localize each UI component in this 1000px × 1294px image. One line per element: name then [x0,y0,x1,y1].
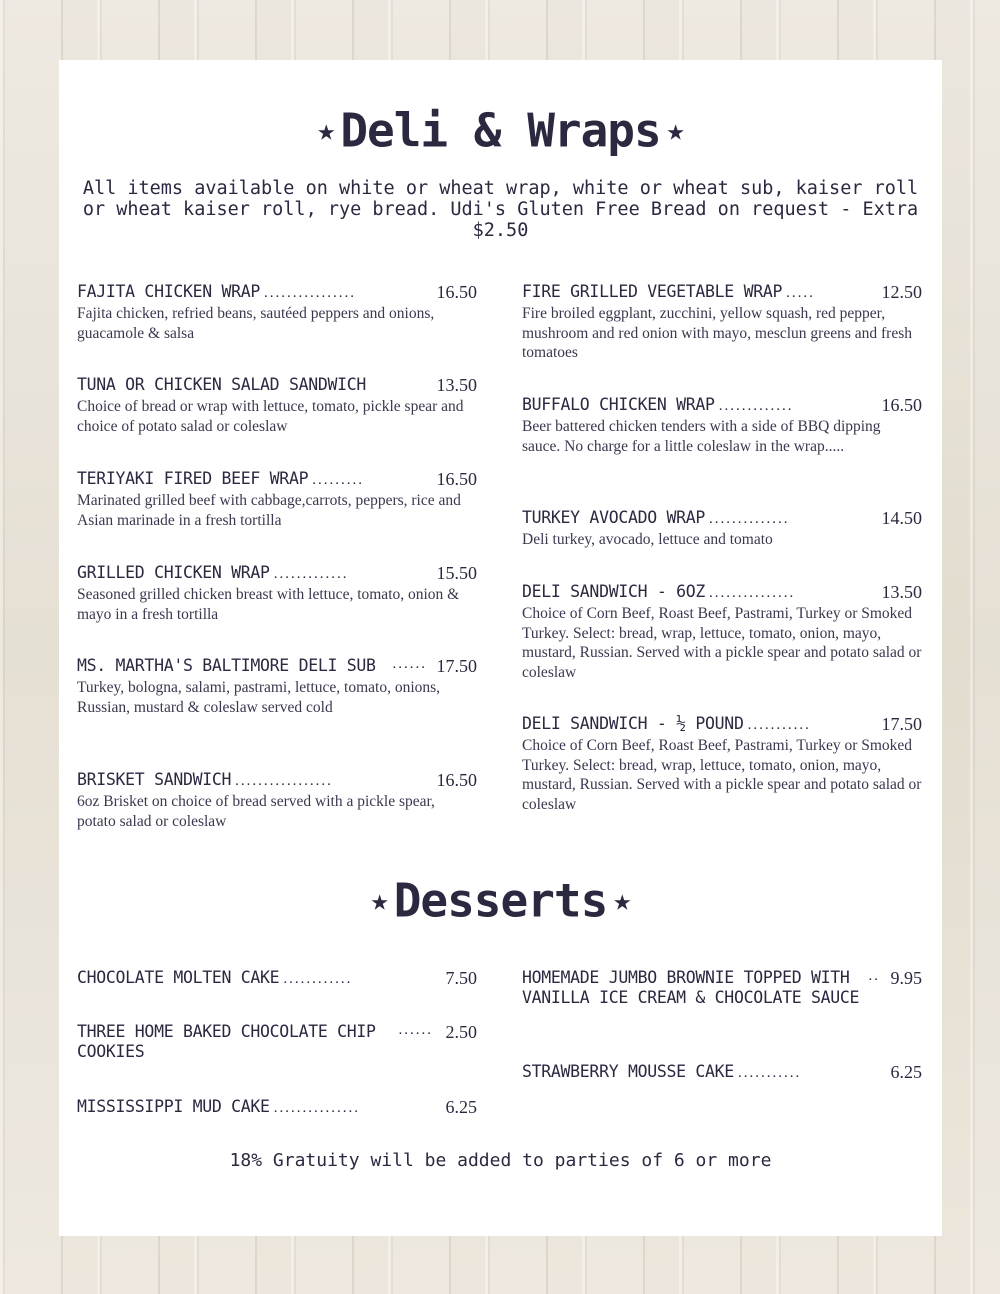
item-description: Turkey, bologna, salami, pastrami, lettuce, tomato, onions, Russian, mustard & coleslaw served cold [77,679,441,716]
item-name: GRILLED CHICKEN WRAP [77,563,270,582]
menu-item [77,968,477,988]
item-price: 9.95 [890,968,922,988]
item-description: Fajita chicken, refried beans, sautéed peppers and onions, guacamole & salsa [77,305,435,342]
item-name: FAJITA CHICKEN WRAP [77,282,261,301]
item-price: 13.50 [436,375,477,395]
item-description: Marinated grilled beef with cabbage,carrots, peppers, rice and Asian marinade in a fresh tortilla [77,492,461,529]
item-price: 6.25 [890,1062,922,1082]
dot-leader: .. [868,968,880,984]
item-description: Beer battered chicken tenders with a side of BBQ dipping sauce. No charge for a little coleslaw in the wrap..... [522,418,881,455]
menu-item [77,1097,477,1117]
item-name: TUNA OR CHICKEN SALAD SANDWICH [77,375,367,394]
item-price: 16.50 [436,770,477,790]
item-description: Deli turkey, avocado, lettuce and tomato [522,531,773,548]
item-name: MISSISSIPPI MUD CAKE [77,1097,270,1116]
deli-section-title: Deli & Wraps [340,103,661,158]
menu-item [77,770,477,831]
item-description: Fire broiled eggplant, zucchini, yellow squash, red pepper, mushroom and red onion with mayo, mesclun greens and fresh tomatoes [522,305,912,361]
item-name: BRISKET SANDWICH [77,770,232,789]
item-description: 6oz Brisket on choice of bread served with a pickle spear, potato salad or coleslaw [77,793,435,830]
dot-leader: ............... [273,1100,360,1116]
menu-item [522,714,922,814]
menu-item [522,582,922,682]
menu-item [77,282,477,343]
desserts-section-title: Desserts [393,873,608,928]
item-name: FIRE GRILLED VEGETABLE WRAP [522,282,783,301]
item-price: 7.50 [445,968,477,988]
item-name: BUFFALO CHICKEN WRAP [522,395,715,414]
bread-options-note: All items available on white or wheat wrap, white or wheat sub, kaiser roll or wheat kaiser roll, rye bread. Udi's Gluten Free Bread on request - Extra $2.50 [82,178,919,241]
item-price: 13.50 [881,582,922,602]
dot-leader: ............ [283,971,353,987]
menu-item [77,656,477,717]
menu-item [522,395,922,456]
menu-item [522,282,922,363]
dot-leader: ............. [273,566,349,582]
item-name: TURKEY AVOCADO WRAP [522,508,706,527]
item-description: Choice of Corn Beef, Roast Beef, Pastrami, Turkey or Smoked Turkey. Select: bread, wrap, lettuce, tomato, onion, mayo, mustard, Russian. Served with a pickle spear and potato salad or coleslaw [522,737,922,813]
item-price: 12.50 [881,282,922,302]
dot-leader: ........... [747,717,811,733]
star-icon: ★ [370,883,388,918]
item-name: CHOCOLATE MOLTEN CAKE [77,968,280,987]
item-name: TERIYAKI FIRED BEEF WRAP [77,469,309,488]
dot-leader: ............. [718,398,794,414]
item-name: THREE HOME BAKED CHOCOLATE CHIP COOKIES [77,1022,376,1061]
desserts-section-heading [59,870,942,928]
item-price: 16.50 [436,469,477,489]
star-icon: ★ [666,113,684,148]
item-description: Choice of Corn Beef, Roast Beef, Pastrami, Turkey or Smoked Turkey. Select: bread, wrap, lettuce, tomato, onion, mayo, mustard, Russian. Served with a pickle spear and potato salad or coleslaw [522,605,922,681]
item-price: 17.50 [436,656,477,676]
item-price: 16.50 [436,282,477,302]
dot-leader: ............... [709,585,796,601]
item-price: 2.50 [445,1022,477,1042]
gratuity-note: 18% Gratuity will be added to parties of 6 or more [229,1150,772,1171]
item-name: STRAWBERRY MOUSSE CAKE [522,1062,734,1081]
deli-section-heading [59,100,942,158]
menu-item [522,508,922,550]
star-icon: ★ [317,113,335,148]
item-price: 14.50 [881,508,922,528]
item-name: HOMEMADE JUMBO BROWNIE TOPPED WITH VANILLA ICE CREAM & CHOCOLATE SAUCE [522,968,860,1007]
dot-leader: .............. [709,511,790,527]
menu-item [77,1022,477,1062]
dot-leader: ................ [264,285,357,301]
dot-leader: ..... [786,285,815,301]
dot-leader: ........... [737,1065,802,1081]
item-price: 6.25 [445,1097,477,1117]
dot-leader: ......... [312,472,364,488]
item-description: Seasoned grilled chicken breast with lettuce, tomato, onion & mayo in a fresh tortilla [77,586,460,623]
item-name: DELI SANDWICH - ½ POUND [522,714,744,733]
menu-item [77,375,477,436]
item-price: 17.50 [881,714,922,734]
item-name: DELI SANDWICH - 6OZ [522,582,706,601]
menu-item [522,968,922,1008]
item-description: Choice of bread or wrap with lettuce, tomato, pickle spear and choice of potato salad or coleslaw [77,398,464,435]
menu-page [59,60,942,1236]
dot-leader: ................. [235,773,333,789]
item-price: 16.50 [881,395,922,415]
item-price: 15.50 [436,563,477,583]
dot-leader: ...... [392,656,427,672]
dot-leader: ...... [398,1022,433,1038]
menu-item [522,1062,922,1082]
item-name: MS. MARTHA'S BALTIMORE DELI SUB [77,656,376,675]
menu-item [77,469,477,530]
menu-item [77,563,477,624]
star-icon: ★ [613,883,631,918]
